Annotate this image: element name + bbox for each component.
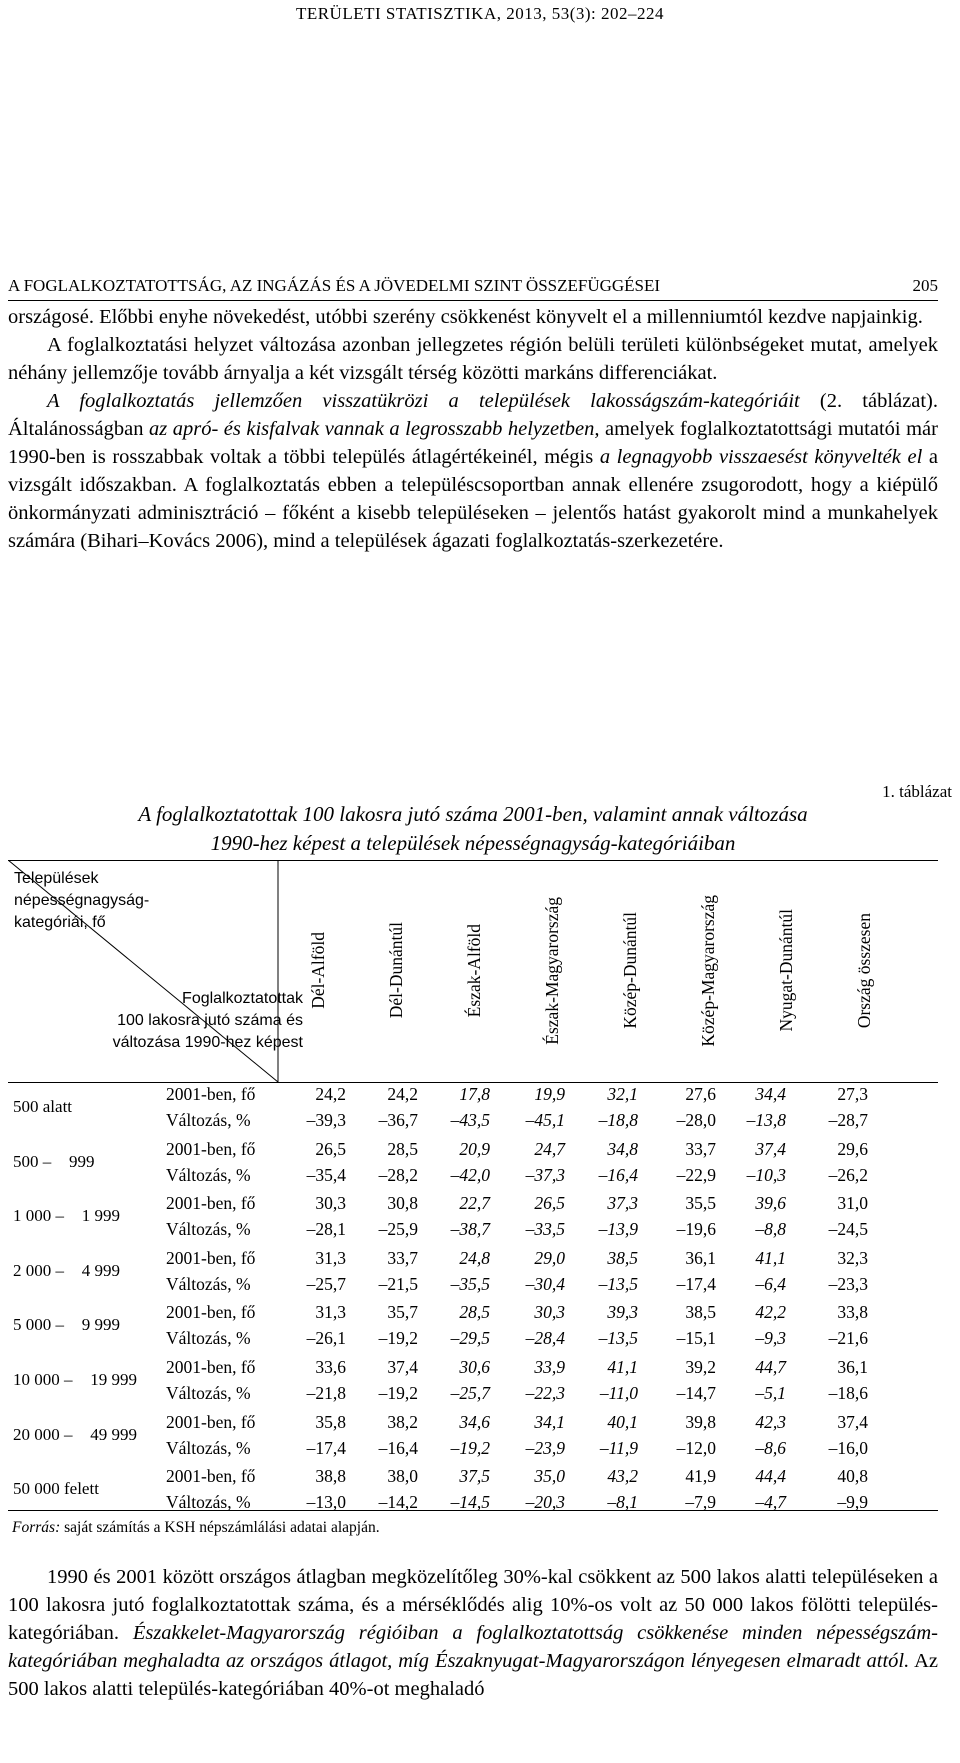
row-category-part: 20 000 <box>13 1424 60 1444</box>
cell-2001-value: 26,5 <box>534 1193 565 1214</box>
range-separator: – <box>59 1369 73 1389</box>
cell-change-value: –36,7 <box>378 1110 418 1130</box>
row-category-part: 500 alatt <box>13 1097 73 1116</box>
row-category <box>13 1425 137 1445</box>
cell-change-value: –45,1 <box>525 1110 565 1130</box>
cell-2001-value: 34,6 <box>459 1411 490 1432</box>
cell-2001-value: 24,2 <box>387 1084 418 1104</box>
cell-change-value: –23,3 <box>828 1273 868 1294</box>
row-category-part: 2 000 <box>13 1260 52 1280</box>
cell-change-value: –9,9 <box>837 1492 868 1513</box>
cell-2001-value: 35,0 <box>534 1466 565 1487</box>
cell-change-value: –8,6 <box>755 1437 786 1458</box>
cell-change-value: –8,8 <box>755 1219 786 1240</box>
cell-2001-value: 36,1 <box>837 1356 868 1377</box>
cell-change-value: –21,6 <box>828 1328 868 1349</box>
cell-2001-value: 39,6 <box>755 1193 786 1214</box>
para3-italic-1: A foglalkoztatás jellemzően visszatükrözi a települések lakosságszám-kategóriáit <box>47 390 800 412</box>
stub-bottom-line: változása 1990-hez képest <box>112 1034 303 1051</box>
table-title-line-1: A foglalkoztatottak 100 lakosra jutó száma 2001-ben, valamint annak változása <box>138 802 808 826</box>
cell-2001-value: 17,8 <box>459 1084 490 1104</box>
row-category-part: 9 999 <box>81 1315 120 1335</box>
cell-2001-value: 31,0 <box>837 1193 868 1214</box>
cell-2001-value: 34,8 <box>607 1138 638 1159</box>
row-category-part: 5 000 <box>13 1315 52 1335</box>
column-header-label: Dél-Dunántúl <box>385 922 406 1019</box>
cell-2001-value: 39,2 <box>685 1356 716 1377</box>
stub-bottom-line: 100 lakosra jutó száma és <box>117 1012 303 1029</box>
cell-change-value: –28,0 <box>676 1110 716 1130</box>
cell-2001-value: 34,4 <box>755 1084 786 1104</box>
cell-2001-value: 37,3 <box>607 1193 638 1214</box>
row-category-part: 1 999 <box>81 1206 120 1226</box>
cell-change-value: –15,1 <box>676 1328 716 1349</box>
para3-italic-3: a legnagyobb visszaesést könyvelték el <box>599 446 923 468</box>
cell-2001-value: 38,5 <box>607 1247 638 1268</box>
row-category <box>13 1097 72 1117</box>
paragraph-1: országosé. Előbbi enyhe növekedést, utóbbi szerény csökkenést könyvelt el a millenniumtól kezdve napjainkig. <box>8 306 923 328</box>
row-category <box>13 1315 120 1335</box>
cell-2001-value: 29,6 <box>837 1138 868 1159</box>
cell-change-value: –17,4 <box>676 1273 716 1294</box>
cell-2001-value: 35,7 <box>387 1302 418 1323</box>
paragraph-3 <box>8 387 938 555</box>
cell-change-value: –8,1 <box>607 1492 638 1513</box>
cell-change-value: –4,7 <box>755 1492 786 1513</box>
row-label-change: Változás, % <box>166 1164 251 1185</box>
para3-text-3: a vizsgált időszakban. A foglalkoztatás ebben a településcsoportban annak ellenére zsugorodott, hogy a kiépülő önkormányzati adminisztráció – főként a kisebb településeken – jelentős hatást gyakorolt mind a munkahelyek számára (Bihari–Kovács 2006), mind a települések ágazati foglalkoztatás-szerkezetére. <box>8 446 938 552</box>
cell-2001-value: 39,8 <box>685 1411 716 1432</box>
row-category-part: 999 <box>69 1151 95 1171</box>
source-label: Forrás: <box>12 1519 61 1536</box>
cell-2001-value: 24,8 <box>459 1247 490 1268</box>
cell-change-value: –9,3 <box>755 1328 786 1349</box>
header-rule <box>8 300 938 301</box>
cell-change-value: –21,5 <box>378 1273 418 1294</box>
column-header <box>844 868 884 1073</box>
cell-2001-value: 30,6 <box>459 1356 490 1377</box>
cell-2001-value: 28,5 <box>387 1138 418 1159</box>
cell-2001-value: 32,3 <box>837 1247 868 1268</box>
cell-2001-value: 19,9 <box>534 1084 565 1104</box>
row-label-2001: 2001-ben, fő <box>166 1084 256 1104</box>
cell-change-value: –16,4 <box>378 1437 418 1458</box>
para3-text-2: amelyek foglalkoztatottsági mutatói már 1990-ben is rosszabbak voltak a többi település átlagértékeinél, mégis <box>8 418 938 468</box>
cell-2001-value: 44,4 <box>755 1466 786 1487</box>
body-text-top <box>8 303 938 555</box>
stub-bottom-line: Foglalkoztatottak <box>182 990 303 1007</box>
cell-change-value: –14,2 <box>378 1492 418 1513</box>
stub-top-line: kategóriái, fő <box>14 914 106 931</box>
cell-2001-value: 38,5 <box>685 1302 716 1323</box>
row-category-part: 10 000 <box>13 1369 60 1389</box>
range-separator: – <box>51 1206 64 1226</box>
cell-2001-value: 30,3 <box>534 1302 565 1323</box>
cell-2001-value: 37,4 <box>837 1411 868 1432</box>
cell-2001-value: 30,3 <box>315 1193 346 1214</box>
table-body <box>8 1082 938 1519</box>
stub-heading-bottom <box>68 988 303 1054</box>
cell-2001-value: 30,8 <box>387 1193 418 1214</box>
cell-2001-value: 33,6 <box>315 1356 346 1377</box>
para3-ref: (2. táblázat). Általánosságban <box>8 390 938 440</box>
row-label-2001: 2001-ben, fő <box>166 1138 256 1159</box>
column-header-label: Közép-Magyarország <box>697 894 718 1047</box>
cell-2001-value: 33,7 <box>387 1247 418 1268</box>
cell-change-value: –5,1 <box>755 1382 786 1403</box>
paragraph-4 <box>8 1563 938 1703</box>
cell-change-value: –37,3 <box>525 1164 565 1185</box>
running-head-title: A FOGLALKOZTATOTTSÁG, AZ INGÁZÁS ÉS A JÖVEDELMI SZINT ÖSSZEFÜGGÉSEI <box>8 276 661 295</box>
table-row <box>8 1082 938 1137</box>
cell-change-value: –13,9 <box>598 1219 638 1240</box>
table-number: 1. táblázat <box>882 782 952 801</box>
cell-change-value: –33,5 <box>525 1219 565 1240</box>
cell-change-value: –21,8 <box>306 1382 346 1403</box>
cell-change-value: –7,9 <box>685 1492 716 1513</box>
para3-italic-2: az apró- és kisfalvak vannak a legrosszabb helyzetben, <box>149 418 600 440</box>
row-category <box>13 1479 99 1499</box>
cell-change-value: –12,0 <box>676 1437 716 1458</box>
column-header <box>532 868 572 1073</box>
table-row <box>8 1137 938 1192</box>
table-title <box>8 800 938 858</box>
row-label-change: Változás, % <box>166 1328 251 1349</box>
range-separator: – <box>59 1424 73 1444</box>
row-category <box>13 1261 120 1281</box>
cell-2001-value: 33,8 <box>837 1302 868 1323</box>
cell-2001-value: 39,3 <box>607 1302 638 1323</box>
stub-heading-top <box>14 868 149 934</box>
cell-2001-value: 31,3 <box>315 1302 346 1323</box>
cell-change-value: –22,9 <box>676 1164 716 1185</box>
cell-2001-value: 32,1 <box>607 1084 638 1104</box>
cell-change-value: –19,6 <box>676 1219 716 1240</box>
cell-change-value: –25,7 <box>450 1382 490 1403</box>
cell-change-value: –25,9 <box>378 1219 418 1240</box>
cell-change-value: –20,3 <box>525 1492 565 1513</box>
cell-2001-value: 38,2 <box>387 1411 418 1432</box>
table-row <box>8 1191 938 1246</box>
cell-change-value: –10,3 <box>746 1164 786 1185</box>
cell-change-value: –28,4 <box>525 1328 565 1349</box>
cell-change-value: –39,3 <box>306 1110 346 1130</box>
row-label-change: Változás, % <box>166 1219 251 1240</box>
cell-change-value: –18,6 <box>828 1382 868 1403</box>
stub-top-line: Települések <box>14 870 99 887</box>
column-header <box>298 868 338 1073</box>
cell-change-value: –38,7 <box>450 1219 490 1240</box>
cell-2001-value: 41,1 <box>607 1356 638 1377</box>
column-header <box>454 868 494 1073</box>
cell-2001-value: 38,0 <box>387 1466 418 1487</box>
cell-2001-value: 43,2 <box>607 1466 638 1487</box>
column-header <box>376 868 416 1073</box>
cell-change-value: –14,5 <box>450 1492 490 1513</box>
table-row <box>8 1300 938 1355</box>
cell-change-value: –26,1 <box>306 1328 346 1349</box>
cell-change-value: –29,5 <box>450 1328 490 1349</box>
para4-italic: Északkelet-Magyarország régióiban a foglalkoztatottság csökkenése minden népességszám-kategóriában meghaladta az országos átlagot, míg Északnyugat-Magyarországon lényegesen elmaradt attól. <box>8 1622 938 1672</box>
cell-2001-value: 29,0 <box>534 1247 565 1268</box>
row-label-2001: 2001-ben, fő <box>166 1302 256 1323</box>
source-text: saját számítás a KSH népszámlálási adatai alapján. <box>60 1519 380 1536</box>
column-header-label: Ország összesen <box>853 912 874 1029</box>
table-source <box>12 1519 380 1537</box>
page-number: 205 <box>912 276 938 295</box>
row-category-part: 50 000 felett <box>13 1479 99 1499</box>
cell-change-value: –35,4 <box>306 1164 346 1185</box>
row-category-part: 49 999 <box>90 1424 137 1444</box>
cell-change-value: –26,2 <box>828 1164 868 1185</box>
table-title-line-2: 1990-hez képest a települések népességnagyság-kategóriáiban <box>210 831 736 855</box>
cell-2001-value: 27,6 <box>685 1084 716 1104</box>
body-text-bottom <box>8 1563 938 1703</box>
cell-2001-value: 24,7 <box>534 1138 565 1159</box>
cell-change-value: –25,7 <box>306 1273 346 1294</box>
row-category-part: 500 <box>13 1151 39 1171</box>
cell-2001-value: 44,7 <box>755 1356 786 1377</box>
cell-change-value: –17,4 <box>306 1437 346 1458</box>
row-label-change: Változás, % <box>166 1273 251 1294</box>
column-header-label: Észak-Magyarország <box>541 896 562 1045</box>
cell-2001-value: 42,3 <box>755 1411 786 1432</box>
cell-2001-value: 20,9 <box>459 1138 490 1159</box>
range-separator: – <box>38 1151 52 1171</box>
row-label-2001: 2001-ben, fő <box>166 1411 256 1432</box>
cell-2001-value: 26,5 <box>315 1138 346 1159</box>
row-category-part: 1 000 <box>13 1206 52 1226</box>
row-category-part: 4 999 <box>81 1260 120 1280</box>
cell-change-value: –19,2 <box>378 1328 418 1349</box>
cell-2001-value: 22,7 <box>459 1193 490 1214</box>
cell-2001-value: 40,1 <box>607 1411 638 1432</box>
cell-change-value: –13,8 <box>746 1110 786 1130</box>
cell-change-value: –19,2 <box>450 1437 490 1458</box>
range-separator: – <box>51 1315 64 1335</box>
cell-change-value: –6,4 <box>755 1273 786 1294</box>
cell-2001-value: 33,9 <box>534 1356 565 1377</box>
paragraph-2: A foglalkoztatási helyzet változása azonban jellegzetes régión belüli területi különbségeket mutat, amelyek néhány jellemzője tovább árnyalja a két vizsgált térség közötti markáns differenciákat. <box>8 334 938 384</box>
table-header <box>8 860 938 1082</box>
cell-change-value: –14,7 <box>676 1382 716 1403</box>
cell-2001-value: 36,1 <box>685 1247 716 1268</box>
cell-2001-value: 41,1 <box>755 1247 786 1268</box>
cell-change-value: –24,5 <box>828 1219 868 1240</box>
row-label-2001: 2001-ben, fő <box>166 1356 256 1377</box>
cell-2001-value: 37,4 <box>755 1138 786 1159</box>
cell-2001-value: 41,9 <box>685 1466 716 1487</box>
cell-change-value: –22,3 <box>525 1382 565 1403</box>
range-separator: – <box>51 1260 64 1280</box>
column-header-label: Dél-Alföld <box>307 932 328 1009</box>
cell-2001-value: 31,3 <box>315 1247 346 1268</box>
column-header-label: Észak-Alföld <box>463 923 484 1018</box>
cell-2001-value: 35,8 <box>315 1411 346 1432</box>
cell-change-value: –28,1 <box>306 1219 346 1240</box>
table-row <box>8 1355 938 1410</box>
row-category-part: 19 999 <box>90 1369 137 1389</box>
row-label-change: Változás, % <box>166 1382 251 1403</box>
stub-top-line: népességnagyság- <box>14 892 150 909</box>
table-bottom-rule <box>8 1510 938 1511</box>
table-row <box>8 1410 938 1465</box>
para4-text-2: Az 500 lakos alatti település-kategóriában 40%-ot meghaladó <box>8 1650 938 1700</box>
cell-2001-value: 37,5 <box>459 1466 490 1487</box>
cell-2001-value: 24,2 <box>315 1084 346 1104</box>
cell-2001-value: 34,1 <box>534 1411 565 1432</box>
row-category <box>13 1370 137 1390</box>
journal-header: TERÜLETI STATISZTIKA, 2013, 53(3): 202–224 <box>295 4 665 23</box>
para4-text-1: 1990 és 2001 között országos átlagban megközelítőleg 30%-kal csökkent az 500 lakos alatti településeken a 100 lakosra jutó foglalkoztatottak száma, és a mérséklődés alig 10%-os volt az 50 000 lakos fölötti település-kategóriában. <box>8 1566 938 1644</box>
cell-2001-value: 35,5 <box>685 1193 716 1214</box>
cell-change-value: –16,4 <box>598 1164 638 1185</box>
cell-2001-value: 42,2 <box>755 1302 786 1323</box>
cell-change-value: –42,0 <box>450 1164 490 1185</box>
column-header <box>610 868 650 1073</box>
row-label-change: Változás, % <box>166 1110 251 1130</box>
cell-2001-value: 33,7 <box>685 1138 716 1159</box>
row-label-2001: 2001-ben, fő <box>166 1247 256 1268</box>
row-label-2001: 2001-ben, fő <box>166 1193 256 1214</box>
cell-change-value: –13,5 <box>598 1273 638 1294</box>
cell-2001-value: 38,8 <box>315 1466 346 1487</box>
cell-change-value: –28,7 <box>828 1110 868 1130</box>
column-header <box>688 868 728 1073</box>
cell-change-value: –23,9 <box>525 1437 565 1458</box>
table-row <box>8 1246 938 1301</box>
cell-change-value: –13,5 <box>598 1328 638 1349</box>
cell-change-value: –30,4 <box>525 1273 565 1294</box>
column-header-label: Közép-Dunántúl <box>619 912 640 1029</box>
cell-change-value: –35,5 <box>450 1273 490 1294</box>
column-header <box>766 868 806 1073</box>
cell-2001-value: 37,4 <box>387 1356 418 1377</box>
cell-change-value: –11,9 <box>599 1437 638 1458</box>
row-category <box>13 1152 95 1172</box>
cell-change-value: –19,2 <box>378 1382 418 1403</box>
cell-change-value: –28,2 <box>378 1164 418 1185</box>
running-head <box>8 276 938 296</box>
row-category <box>13 1206 120 1226</box>
cell-2001-value: 28,5 <box>459 1302 490 1323</box>
row-label-2001: 2001-ben, fő <box>166 1466 256 1487</box>
cell-change-value: –16,0 <box>828 1437 868 1458</box>
cell-change-value: –11,0 <box>599 1382 638 1403</box>
cell-change-value: –13,0 <box>306 1492 346 1513</box>
cell-change-value: –18,8 <box>598 1110 638 1130</box>
row-label-change: Változás, % <box>166 1492 251 1513</box>
column-header-label: Nyugat-Dunántúl <box>775 909 796 1032</box>
cell-change-value: –43,5 <box>450 1110 490 1130</box>
cell-2001-value: 27,3 <box>837 1084 868 1104</box>
row-label-change: Változás, % <box>166 1437 251 1458</box>
cell-2001-value: 40,8 <box>837 1466 868 1487</box>
